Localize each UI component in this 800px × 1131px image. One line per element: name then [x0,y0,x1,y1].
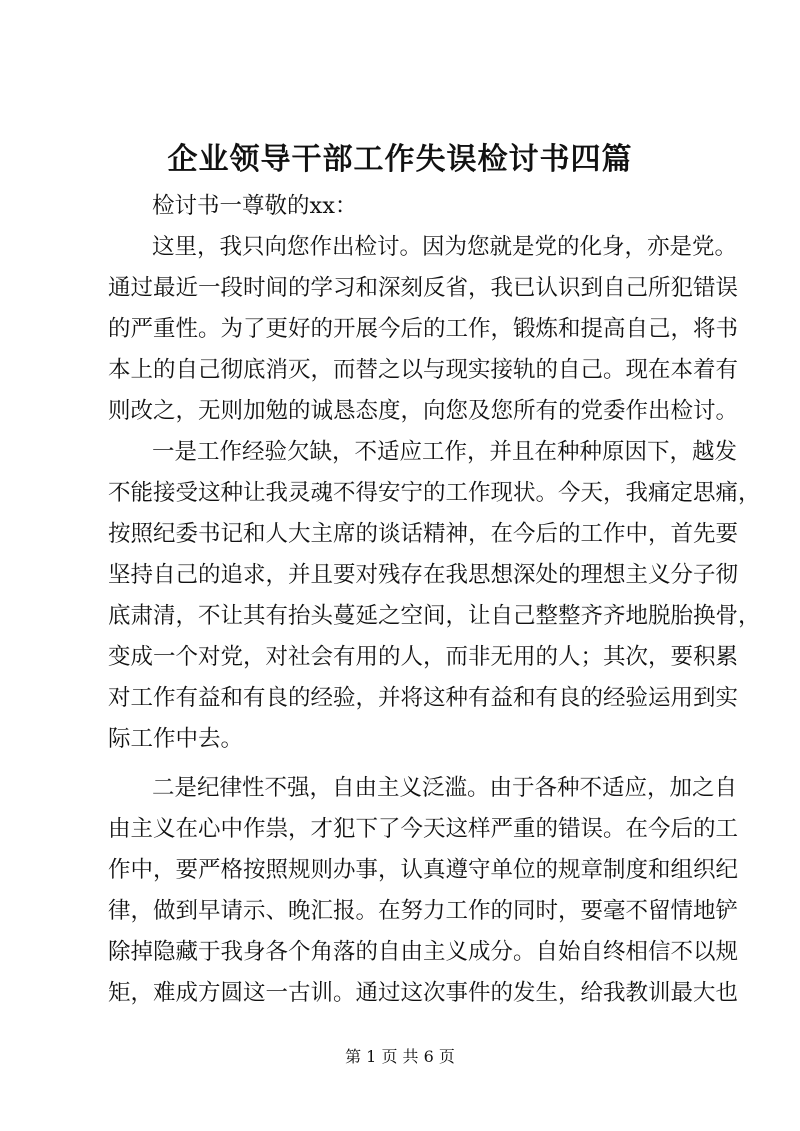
paragraph-2-line-6: 变成一个对党，对社会有用的人，而非无用的人；其次，要积累 [108,644,739,670]
paragraph-3-line-3: 作中，要严格按照规则办事，认真遵守单位的规章制度和组织纪 [108,857,739,883]
salutation: 检讨书一尊敬的xx： [152,193,358,219]
paragraph-1-line-5: 则改之，无则加勉的诚恳态度，向您及您所有的党委作出检讨。 [108,398,739,424]
paragraph-3-line-2: 由主义在心中作祟，才犯下了今天这样严重的错误。在今后的工 [108,816,739,842]
document-title: 企业领导干部工作失误检讨书四篇 [167,142,633,177]
paragraph-1-line-4: 本上的自己彻底消灭，而替之以与现实接轨的自己。现在本着有 [108,357,739,383]
paragraph-2-line-4: 坚持自己的追求，并且要对残存在我思想深处的理想主义分子彻 [108,562,739,588]
paragraph-2-line-5: 底肃清，不让其有抬头蔓延之空间，让自己整整齐齐地脱胎换骨， [108,603,761,629]
paragraph-2-line-1: 一是工作经验欠缺，不适应工作，并且在种种原因下，越发 [152,439,738,465]
paragraph-1-line-1: 这里，我只向您作出检讨。因为您就是党的化身，亦是党。 [152,234,738,260]
paragraph-3-line-5: 除掉隐藏于我身各个角落的自由主义成分。自始自终相信不以规 [108,939,739,965]
paragraph-3-line-4: 律，做到早请示、晚汇报。在努力工作的同时，要毫不留情地铲 [108,898,739,924]
paragraph-3-line-6: 矩，难成方圆这一古训。通过这次事件的发生，给我教训最大也 [108,980,739,1006]
paragraph-1-line-2: 通过最近一段时间的学习和深刻反省，我已认识到自己所犯错误 [108,275,739,301]
paragraph-2-line-3: 按照纪委书记和人大主席的谈话精神，在今后的工作中，首先要 [108,521,739,547]
paragraph-1-line-3: 的严重性。为了更好的开展今后的工作，锻炼和提高自己，将书 [108,316,739,342]
page-number-footer: 第 1 页 共 6 页 [345,1047,455,1066]
paragraph-2-line-2: 不能接受这种让我灵魂不得安宁的工作现状。今天，我痛定思痛， [108,480,761,506]
paragraph-2-line-7: 对工作有益和有良的经验，并将这种有益和有良的经验运用到实 [108,685,739,711]
paragraph-3-line-1: 二是纪律性不强，自由主义泛滥。由于各种不适应，加之自 [152,775,738,801]
paragraph-2-line-8: 际工作中去。 [108,726,244,752]
